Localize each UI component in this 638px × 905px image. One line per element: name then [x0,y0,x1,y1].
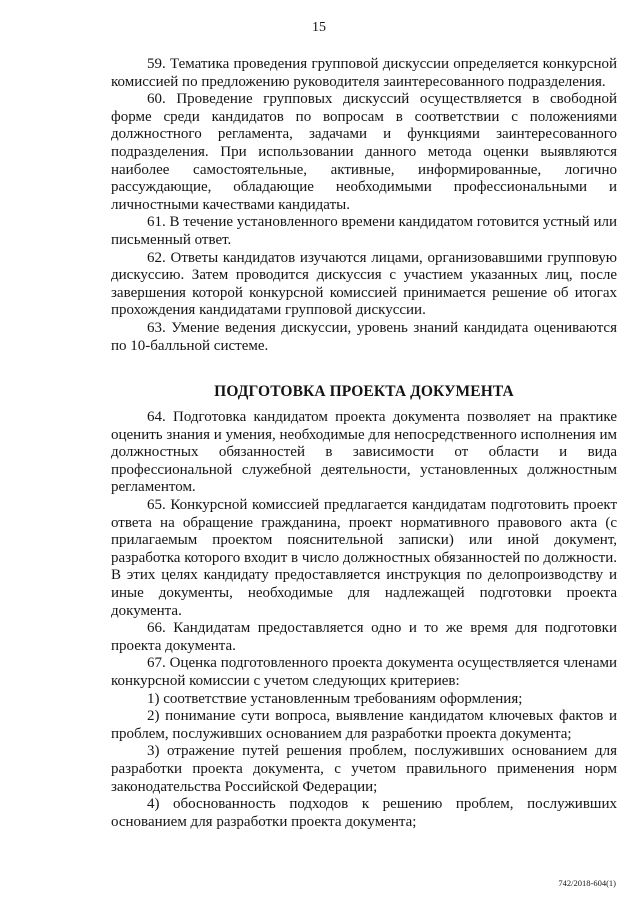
paragraph-59: 59. Тематика проведения групповой дискуссии определяется конкурсной комиссией по предложению руководителя заинтересованного подразделения. [111,56,617,90]
paragraph-64: 64. Подготовка кандидатом проекта документа позволяет на практике оценить знания и умения, необходимые для непосредственного исполнения им должностных обязанностей в зависимости от области и вида профессиональной служебной деятельности, установленных должностным регламентом. [111,409,617,496]
paragraph-62: 62. Ответы кандидатов изучаются лицами, организовавшими групповую дискуссию. Затем проводится дискуссия с участием указанных лиц, после завершения которой конкурсной комиссией принимается решение об итогах прохождения кандидатами групповой дискуссии. [111,249,617,319]
paragraph-63: 63. Умение ведения дискуссии, уровень знаний кандидата оцениваются по 10-балльной системе. [111,319,617,354]
criterion-3: 3) отражение путей решения проблем, послуживших основанием для разработки проекта документа, с учетом правильного применения норм законодательства Российской Федерации; [111,743,617,795]
page-number: 15 [312,20,326,35]
criterion-2: 2) понимание сути вопроса, выявление кандидатом ключевых фактов и проблем, послуживших основанием для разработки проекта документа; [111,708,617,742]
section-heading: ПОДГОТОВКА ПРОЕКТА ДОКУМЕНТА [214,383,514,401]
criterion-4: 4) обоснованность подходов к решению проблем, послуживших основанием для разработки проекта документа; [111,796,617,830]
paragraph-61: 61. В течение установленного времени кандидатом готовится устный или письменный ответ. [111,214,617,248]
paragraph-60: 60. Проведение групповых дискуссий осуществляется в свободной форме среди кандидатов по вопросам в соответствии с положениями должностного регламента, задачами и функциями заинтересованного подразделения. При использовании данного метода оценки выявляются наиболее самостоятельные, активные, информированные, логично рассуждающие, обладающие необходимыми профессиональными и личностными качествами кандидаты. [111,91,617,213]
paragraph-66: 66. Кандидатам предоставляется одно и то же время для подготовки проекта документа. [111,620,617,654]
criterion-1: 1) соответствие установленным требованиям оформления; [147,690,523,707]
paragraph-65: 65. Конкурсной комиссией предлагается кандидатам подготовить проект ответа на обращение гражданина, проект нормативного правового акта (с прилагаемым проектом пояснительной записки) или иной документ, разработка которого входит в число должностных обязанностей по должности. В этих целях кандидату предоставляется инструкция по делопроизводству и иные документы, необходимые для надлежащей подготовки проекта документа. [111,497,617,619]
paragraph-67: 67. Оценка подготовленного проекта документа осуществляется членами конкурсной комиссии с учетом следующих критериев: [111,655,617,689]
document-body [111,56,617,831]
document-code: 742/2018-604(1) [558,878,616,888]
